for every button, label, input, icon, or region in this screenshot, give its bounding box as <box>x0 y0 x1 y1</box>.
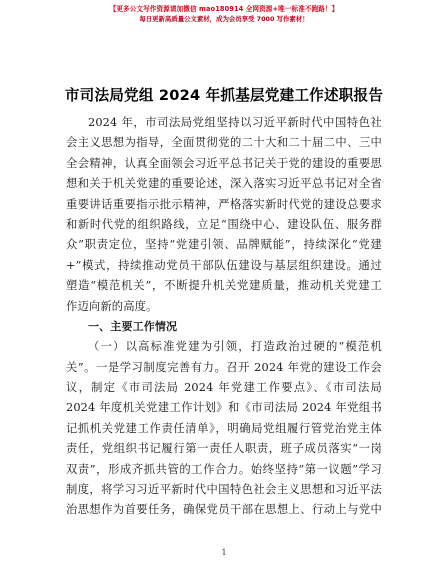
text-line: 全会精神，认真全面领会习近平总书记关于党的建设的重要思 <box>66 156 382 170</box>
text-line: （一）以高标准党建为引领，打造政治过硬的“模范机 <box>88 340 382 354</box>
text-line: 关”。一是学习制度完善有力。召开 2024 年党的建设工作会 <box>66 360 382 374</box>
text-line: 众”职责定位，坚持“党建引领、品牌赋能”，持续深化“党建 <box>66 238 382 252</box>
promo-banner <box>0 4 448 24</box>
text-line: 治思想作为首要任务，确保党员干部在思想上、行动上与党中 <box>66 503 382 517</box>
promo-line-2: 每日更新高质量公文素材，成为会员享受 7000 写作素材！ <box>139 15 309 23</box>
text-line: 2024 年度机关党建工作计划》和《市司法局 2024 年党组书 <box>66 401 382 415</box>
text-line: 作迈向新的高度。 <box>66 299 158 313</box>
text-line: 责任，党组织书记履行第一责任人职责，班子成员落实“一岗 <box>66 442 382 456</box>
paragraph-intro <box>66 113 382 317</box>
document-body <box>66 113 382 521</box>
text-line: 会主义思想为指导，全面贯彻党的二十大和二十届二中、三中 <box>66 136 382 150</box>
promo-line-1: 【更多公文写作资源请加微信 mao180914 全网资源+唯一标准不跑路！】 <box>109 5 339 13</box>
paragraph-section-1 <box>66 337 382 521</box>
text-line: 记抓机关党建工作责任清单》，明确局党组履行管党治党主体 <box>66 421 382 435</box>
text-line: 双责”，形成齐抓共管的工作合力。始终坚持“第一议题”学习 <box>66 462 382 476</box>
section-heading: 一、主要工作情况 <box>88 319 178 333</box>
page-number: 1 <box>221 548 227 557</box>
text-line: 议，制定《市司法局 2024 年党建工作要点》、《市司法局 <box>66 381 382 395</box>
text-line: 制度，将学习习近平新时代中国特色社会主义思想和习近平法 <box>66 483 382 497</box>
text-line: 2024 年，市司法局党组坚持以习近平新时代中国特色社 <box>88 116 382 129</box>
text-line: 重要讲话重要指示批示精神，严格落实新时代党的建设总要求 <box>66 197 382 211</box>
text-line: 和新时代党的组织路线，立足“围绕中心、建设队伍、服务群 <box>66 217 382 231</box>
text-line: +”模式，持续推动党员干部队伍建设与基层组织建设。通过 <box>66 258 382 272</box>
text-line: 想和关于机关党建的重要论述，深入落实习近平总书记对全省 <box>66 177 382 191</box>
document-title: 市司法局党组 2024 年抓基层党建工作述职报告 <box>64 87 384 104</box>
text-line: 塑造“模范机关”，不断提升机关党建质量，推动机关党建工 <box>66 279 382 293</box>
